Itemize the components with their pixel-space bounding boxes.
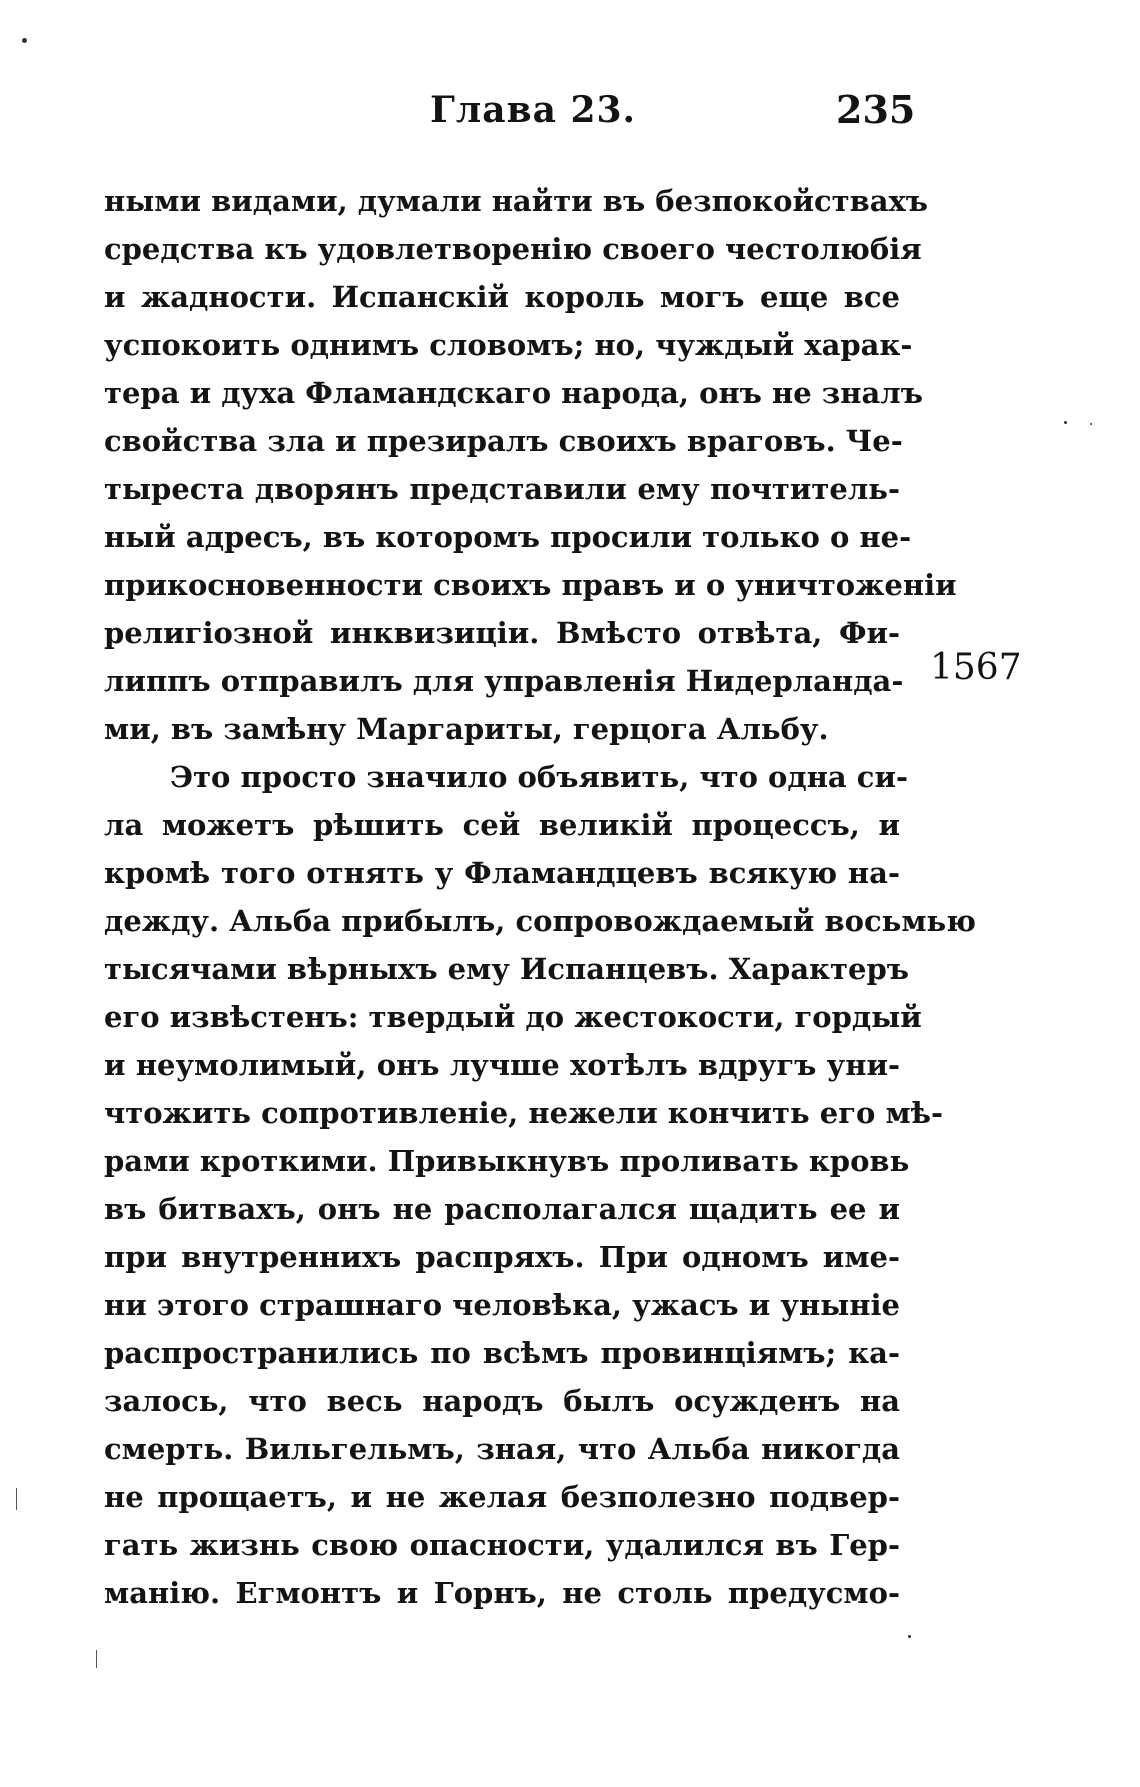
scan-speck <box>1064 421 1067 424</box>
text-line: и неумолимый, онъ лучше хотѣлъ вдругъ уни- <box>104 1048 900 1082</box>
text-line: успокоить однимъ словомъ; но, чуждый харак- <box>104 328 913 362</box>
text-line: его извѣстенъ: твердый до жестокости, гордый <box>104 1000 922 1034</box>
text-line: ными видами, думали найти въ безпокойствахъ <box>104 184 929 218</box>
text-line: гать жизнь свою опасности, удалился въ Гер- <box>104 1528 900 1562</box>
text-line: тыреста дворянъ представили ему почтитель- <box>104 472 900 506</box>
text-line: залось, что весь народъ былъ осужденъ на <box>104 1384 900 1418</box>
text-line: ла можетъ рѣшить сей великій процессъ, и <box>104 808 900 842</box>
text-line: смерть. Вильгельмъ, зная, что Альба никогда <box>104 1432 900 1466</box>
text-line: манію. Егмонтъ и Горнъ, не столь предусмо- <box>104 1576 900 1610</box>
scan-mark <box>16 1488 17 1510</box>
text-line: распространились по всѣмъ провинціямъ; ка- <box>104 1336 900 1370</box>
text-line: не прощаетъ, и не желая безполезно подвер- <box>104 1480 900 1514</box>
text-line: въ битвахъ, онъ не располагался щадить ее и <box>104 1192 900 1226</box>
text-line: Это просто значило объявить, что одна си- <box>170 760 909 794</box>
text-line: при внутреннихъ распряхъ. При одномъ име- <box>104 1240 900 1274</box>
text-line: липпъ отправилъ для управленія Нидерланда- <box>104 664 904 698</box>
margin-year-note: 1567 <box>930 647 1022 688</box>
text-line: свойства зла и презиралъ своихъ враговъ. Че- <box>104 424 903 458</box>
text-line: чтожить сопротивленіе, нежели кончить его мѣ- <box>104 1096 944 1130</box>
text-line: ный адресъ, въ которомъ просили только о не- <box>104 520 912 554</box>
scan-speck <box>22 38 27 43</box>
text-line: кромѣ того отнять у Фламандцевъ всякую на- <box>104 856 900 890</box>
scan-speck <box>1090 423 1092 425</box>
text-line: и жадности. Испанскій король могъ еще все <box>104 280 900 314</box>
page-number: 235 <box>836 87 916 132</box>
text-line: ни этого страшнаго человѣка, ужасъ и уныніе <box>104 1288 900 1322</box>
text-line: прикосновенности своихъ правъ и о уничтоженіи <box>104 568 957 602</box>
text-line: тысячами вѣрныхъ ему Испанцевъ. Характеръ <box>104 952 909 986</box>
text-line: средства къ удовлетворенію своего честолюбія <box>104 232 922 266</box>
text-line: ми, въ замѣну Маргариты, герцога Альбу. <box>104 712 829 746</box>
scan-speck <box>908 1635 911 1638</box>
text-line: религіозной инквизиціи. Вмѣсто отвѣта, Фи- <box>104 616 900 650</box>
chapter-heading: Глава 23. <box>430 89 637 131</box>
text-line: рами кроткими. Привыкнувъ проливать кровь <box>104 1144 910 1178</box>
text-line: тера и духа Фламандскаго народа, онъ не зналъ <box>104 376 923 410</box>
text-line: дежду. Альба прибылъ, сопровождаемый восьмью <box>104 904 976 938</box>
scan-mark <box>96 1650 97 1668</box>
